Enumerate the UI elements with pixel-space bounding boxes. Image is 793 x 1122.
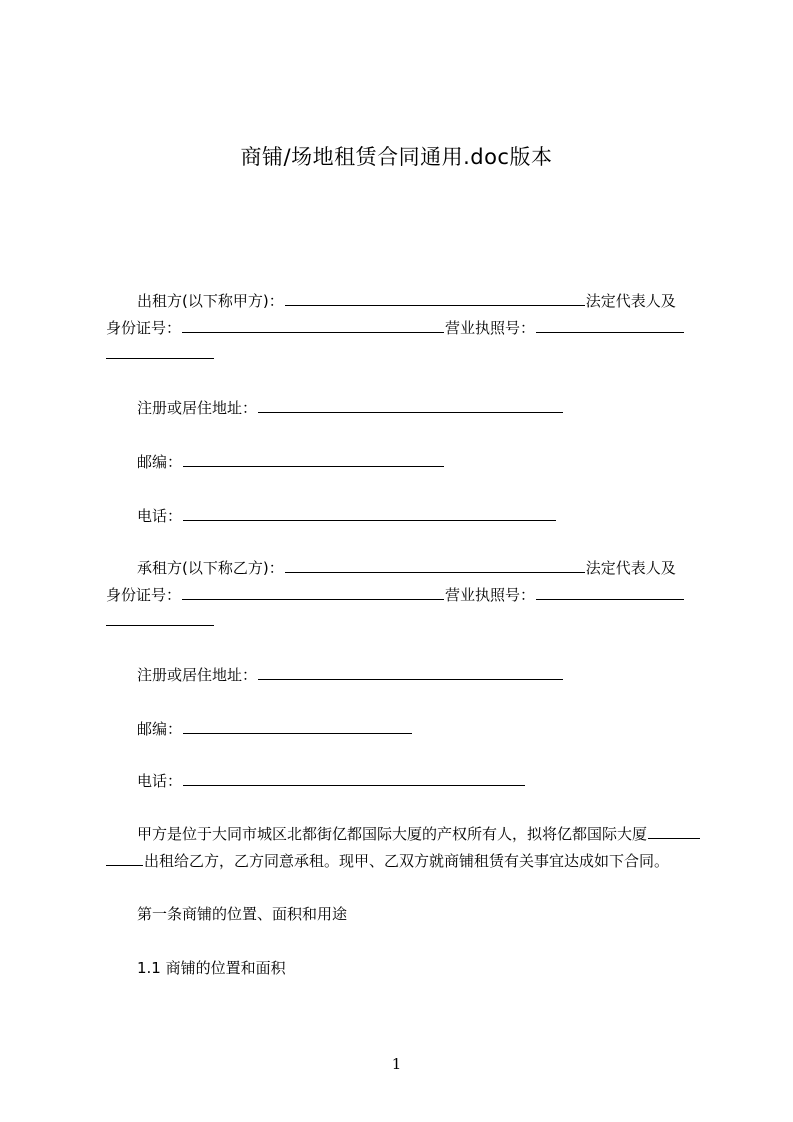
lessor-label: 出租方(以下称甲方)： <box>137 292 284 310</box>
lessor-license-label: 营业执照号： <box>445 319 536 337</box>
lessee-address-blank[interactable] <box>258 665 563 680</box>
lessor-phone-line <box>137 506 557 526</box>
lessee-name-blank[interactable] <box>285 558 585 573</box>
lessee-address-line <box>137 665 564 685</box>
page-number: 1 <box>391 1055 402 1073</box>
lessee-postcode-blank[interactable] <box>183 719 412 734</box>
lessor-postcode-label: 邮编： <box>137 453 183 471</box>
lessor-id-line <box>106 318 685 338</box>
lessor-address-label: 注册或居住地址： <box>137 399 258 417</box>
lessor-address-line <box>137 398 564 418</box>
lessee-id-label: 身份证号： <box>106 586 182 604</box>
lessee-id-blank[interactable] <box>182 585 444 600</box>
lessor-license-blank[interactable] <box>536 318 684 333</box>
lessor-phone-label: 电话： <box>137 507 183 525</box>
lessor-address-blank[interactable] <box>258 398 563 413</box>
intro-text-1: 甲方是位于大同市城区北都街亿都国际大厦的产权所有人，拟将亿都国际大厦 <box>137 825 648 843</box>
lessee-phone-line <box>137 771 526 791</box>
lessee-label: 承租方(以下称乙方)： <box>137 559 284 577</box>
lessee-rep-label: 法定代表人及 <box>585 559 676 577</box>
lessor-license-blank-cont[interactable] <box>106 344 214 359</box>
lessee-line <box>137 558 676 578</box>
lessee-id-line <box>106 585 685 605</box>
intro-text-2: 出租给乙方，乙方同意承租。现甲、乙双方就商铺租赁有关事宜达成如下合同。 <box>144 852 670 870</box>
lessee-license-blank[interactable] <box>536 585 684 600</box>
lessee-address-label: 注册或居住地址： <box>137 666 258 684</box>
lessor-name-blank[interactable] <box>285 291 585 306</box>
intro-blank[interactable] <box>648 824 700 839</box>
lessee-postcode-line <box>137 719 413 739</box>
lessor-license-cont <box>106 344 215 364</box>
intro-line-2 <box>106 851 669 871</box>
lessee-phone-label: 电话： <box>137 772 183 790</box>
lessor-postcode-blank[interactable] <box>183 452 444 467</box>
lessor-rep-label: 法定代表人及 <box>585 292 676 310</box>
page-title: 商铺/场地租赁合同通用.doc版本 <box>240 145 553 169</box>
lessor-postcode-line <box>137 452 445 472</box>
lessee-license-label: 营业执照号： <box>445 586 536 604</box>
article1-heading: 第一条商铺的位置、面积和用途 <box>137 905 348 923</box>
section-1-1-heading: 1.1 商铺的位置和面积 <box>137 959 286 977</box>
intro-line-1 <box>137 824 701 844</box>
lessee-postcode-label: 邮编： <box>137 720 183 738</box>
lessee-phone-blank[interactable] <box>183 771 525 786</box>
lessor-phone-blank[interactable] <box>183 506 556 521</box>
lessor-id-label: 身份证号： <box>106 319 182 337</box>
lessee-license-blank-cont[interactable] <box>106 611 214 626</box>
lessor-line <box>137 291 676 311</box>
intro-blank-cont[interactable] <box>106 851 143 866</box>
lessor-id-blank[interactable] <box>182 318 444 333</box>
lessee-license-cont <box>106 611 215 631</box>
